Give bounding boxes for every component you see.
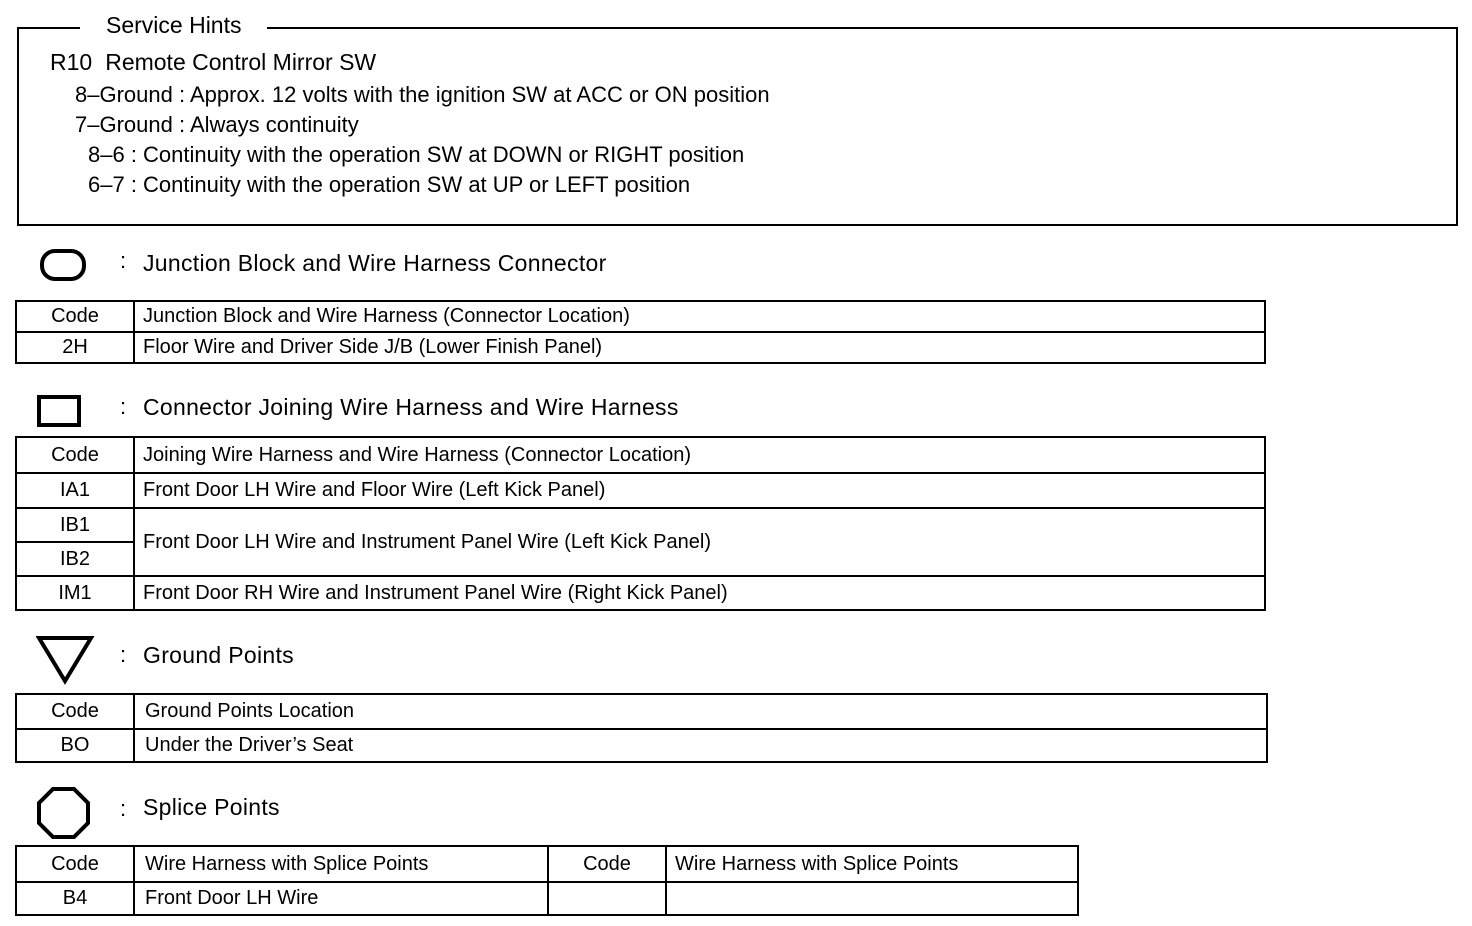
junction-section-label: Junction Block and Wire Harness Connector bbox=[143, 250, 607, 276]
table-row bbox=[16, 473, 1265, 508]
ground-point-icon bbox=[36, 634, 96, 686]
row-code: IB2 bbox=[16, 542, 134, 576]
table-header-row bbox=[16, 694, 1267, 729]
component-code: R10 bbox=[50, 49, 93, 75]
header-description: Joining Wire Harness and Wire Harness (Connector Location) bbox=[134, 437, 1265, 473]
table-row bbox=[16, 576, 1265, 610]
connector-table bbox=[15, 436, 1266, 611]
header-description: Junction Block and Wire Harness (Connector Location) bbox=[134, 301, 1265, 332]
row-description: Front Door LH Wire and Instrument Panel Wire (Left Kick Panel) bbox=[134, 508, 1265, 576]
row-description: Under the Driver’s Seat bbox=[134, 729, 1267, 762]
header-code: Code bbox=[16, 846, 134, 882]
table-row bbox=[16, 882, 1078, 915]
component-name: Remote Control Mirror SW bbox=[105, 49, 377, 75]
connector-section-label: Connector Joining Wire Harness and Wire Harness bbox=[143, 394, 679, 420]
header-code: Code bbox=[16, 301, 134, 332]
table-row bbox=[16, 332, 1265, 363]
header-code: Code bbox=[16, 437, 134, 473]
hint-component bbox=[50, 48, 376, 76]
header-description: Wire Harness with Splice Points bbox=[134, 846, 548, 882]
junction-table bbox=[15, 300, 1266, 364]
row-description: Floor Wire and Driver Side J/B (Lower Finish Panel) bbox=[134, 332, 1265, 363]
colon: : bbox=[120, 248, 127, 273]
hint-line-1: 8–Ground : Approx. 12 volts with the ignition SW at ACC or ON position bbox=[75, 82, 770, 107]
row-description: Front Door RH Wire and Instrument Panel Wire (Right Kick Panel) bbox=[134, 576, 1265, 610]
header-code-2: Code bbox=[548, 846, 666, 882]
row-code: B4 bbox=[16, 882, 134, 915]
header-description: Ground Points Location bbox=[134, 694, 1267, 729]
colon: : bbox=[120, 796, 127, 821]
row-description: Front Door LH Wire and Floor Wire (Left Kick Panel) bbox=[134, 473, 1265, 508]
junction-block-icon bbox=[36, 246, 88, 284]
splice-point-icon bbox=[36, 786, 94, 840]
row-code: IB1 bbox=[16, 508, 134, 542]
hint-line-3: 8–6 : Continuity with the operation SW at DOWN or RIGHT position bbox=[88, 142, 745, 167]
hint-line-2: 7–Ground : Always continuity bbox=[75, 112, 359, 137]
header-description-2: Wire Harness with Splice Points bbox=[666, 846, 1078, 882]
ground-table bbox=[15, 693, 1268, 763]
service-hints-title: Service Hints bbox=[80, 10, 267, 40]
row-description: Front Door LH Wire bbox=[134, 882, 548, 915]
row-code: 2H bbox=[16, 332, 134, 363]
table-row bbox=[16, 729, 1267, 762]
ground-section-label: Ground Points bbox=[143, 642, 294, 668]
colon: : bbox=[120, 394, 127, 419]
row-code-2 bbox=[548, 882, 666, 915]
splice-section-label: Splice Points bbox=[143, 794, 280, 820]
row-code: IM1 bbox=[16, 576, 134, 610]
header-code: Code bbox=[16, 694, 134, 729]
table-header-row bbox=[16, 846, 1078, 882]
colon: : bbox=[120, 642, 127, 667]
splice-table bbox=[15, 845, 1079, 916]
row-description-2 bbox=[666, 882, 1078, 915]
table-row bbox=[16, 508, 1265, 542]
row-code: IA1 bbox=[16, 473, 134, 508]
table-header-row bbox=[16, 301, 1265, 332]
hint-line-4: 6–7 : Continuity with the operation SW at UP or LEFT position bbox=[88, 172, 691, 197]
row-code: BO bbox=[16, 729, 134, 762]
table-header-row bbox=[16, 437, 1265, 473]
connector-icon bbox=[36, 390, 88, 432]
